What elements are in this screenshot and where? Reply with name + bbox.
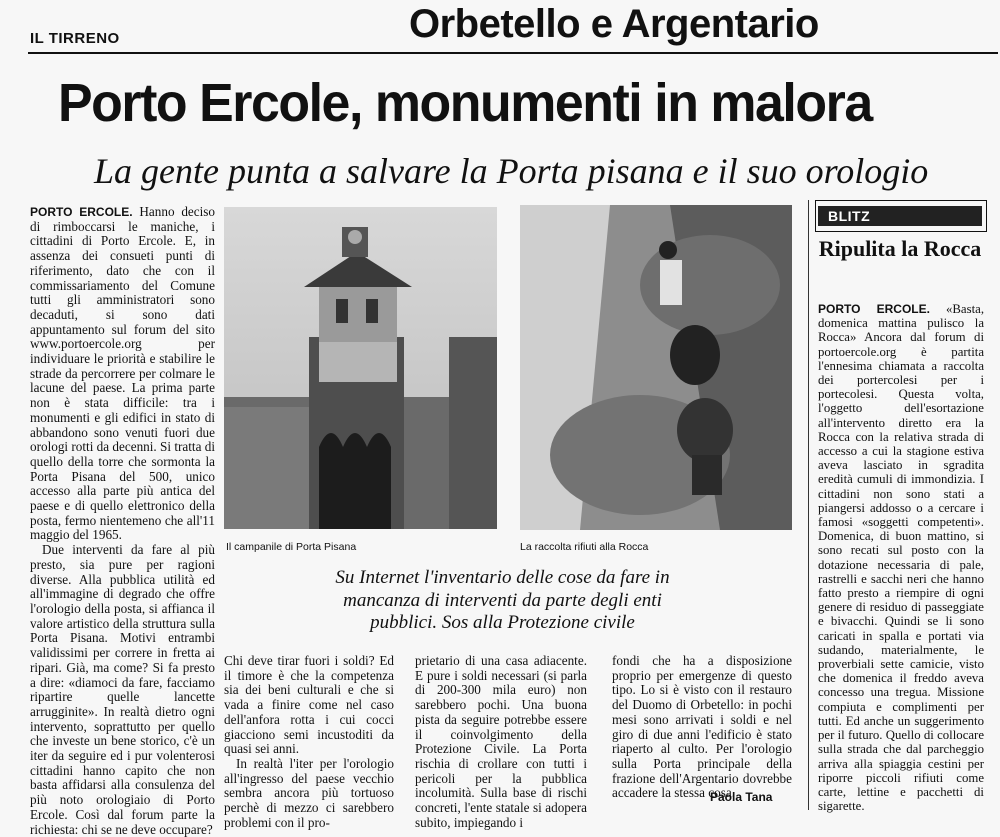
- article-paragraph: In realtà l'iter per l'orologio all'ingresso del paese vecchio sembra ancora più tortuoso perchè di mezzo ci sarebbero problemi con il pro-: [224, 755, 394, 830]
- sidebar-paragraph: PORTO ERCOLE. «Basta, domenica mattina pulisco la Rocca» Ancora dal forum di portoercole.org è partita l'ennesima chiamata a raccolta dei portercolesi per i portecolesi. Questa volta, l'oggetto dell'esortazione all'intervento diretto era la Rocca con la relativa strada di accesso a cui la stagione estiva aveva lasciato in sgradita eredità cumuli di immondizia. I cittadini non sono stati a piangersi addosso o a cercare i famosi «soggetti competenti». Domenica, di buon mattino, si sono recati sul posto con la dotazione necessaria di pale, rastrelli e sacchi neri che hanno fatto presto a riempire di ogni genere di residuo di passeggiate e bivacchi. Quindi se li sono caricati in spalla e portati via sudando, materialmente, le proverbiali sette camicie, visto che domenica il freddo aveva concesso una tregua. Missione compiuta e complimenti per tutti. Ed anche un suggerimento per il futuro. Quello di collocare sulla strada che dal parcheggio arriva alla spiaggia cestini per riporre piccoli rifiuti come carte, lettine e pacchetti di sigarette.: [818, 302, 985, 814]
- pull-quote: Su Internet l'inventario delle cose da fare in mancanza di interventi da parte degli enti pubblici. Sos alla Protezione civile: [335, 567, 670, 633]
- campanile-illustration: [224, 207, 497, 529]
- article-paragraph: Due interventi da fare al più presto, sia pure per ragioni diverse. Alla pubblica utilità ed all'immagine di degrado che offre l'orologio della posta, si affianca il valore artistico della struttura sulla Porta Pisana. Motivi entrambi validissimi per correre in fretta ai ripari. Già, ma come? Si fa presto a dire: «diamoci da fare, facciamo ripartire quelle lancette arrugginite». In realtà dietro ogni intervento, soprattutto per quello che investe un bene storico, c'è un iter da seguire ed i pur volenterosi cittadini hanno capito che non basta affidarsi alla consulenza del più noto orologiaio di Porto Ercole. Così dal forum parte la richiesta: chi se ne deve occupare?: [30, 542, 215, 837]
- sidebar-divider: [808, 200, 809, 810]
- sidebar-dateline: PORTO ERCOLE.: [818, 302, 930, 316]
- article-paragraph: PORTO ERCOLE. Hanno deciso di rimboccarsi le maniche, i cittadini di Porto Ercole. E, in assenza dei consueti punti di riferimento, dato che con il commissariamento del Comune tutti gli amministratori sono decaduti, si sono dati appuntamento sul forum del sito www.portoercole.org per individuare le priorità e stabilire le strade da percorrere per colmare le lacune del paese. La prima parte non è stata difficile: tra i monumenti e gli edifici in stato di abbandono sono venuti fuori due orologi rotti da decenni. Si tratta di quello della torre che sormonta la Porta Pisana del 500, unico accesso alla parte più antica del paese e di quello elettronico della posta, fermo nientemeno che all'11 maggio del 1965.: [30, 204, 216, 543]
- rocca-illustration: [520, 205, 792, 530]
- masthead: IL TIRRENO: [30, 30, 120, 47]
- dateline: PORTO ERCOLE.: [30, 205, 133, 219]
- article-column-3: [415, 654, 587, 830]
- subheadline: La gente punta a salvare la Porta pisana e il suo orologio: [94, 151, 929, 191]
- article-column-1: [30, 205, 215, 837]
- sidebar-text: [818, 302, 984, 813]
- photo-rocca: [520, 205, 792, 530]
- article-paragraph: Chi deve tirar fuori i soldi? Ed il timore è che la competenza sia dei beni culturali e che si vada a finire come nel caso dell'anfora rotta i cui cocci giacciono semi incustoditi da quasi sei anni.: [224, 653, 394, 757]
- photo-caption-1: Il campanile di Porta Pisana: [226, 541, 357, 553]
- section-title: Orbetello e Argentario: [409, 2, 819, 46]
- photo-campanile: [224, 207, 497, 529]
- photo-caption-2: La raccolta rifiuti alla Rocca: [520, 541, 649, 553]
- article-column-4: [612, 654, 792, 801]
- article-paragraph: prietario di una casa adiacente. E pure i soldi necessari (si parla di 200-300 mila euro) non sarebbero pochi. Una buona pista da seguire potrebbe essere il coinvolgimento della Protezione Civile. La Porta rischia di crollare con tutti i pericoli per la pubblica incolumità. Sulla base di rischi concreti, l'ente statale si adopera subito, impiegando i: [415, 653, 587, 830]
- sidebar-title: Ripulita la Rocca: [818, 236, 982, 261]
- article-paragraph: fondi che ha a disposizione proprio per emergenze di questo tipo. Lo si è visto con il restauro del Duomo di Orbetello: in pochi mesi sono arrivati i soldi e nel giro di due anni l'edificio è stato riaperto al culto. Per l'orologio sulla Porta principale della frazione dell'Argentario dovrebbe accadere la stessa cosa.: [612, 653, 792, 801]
- sidebar-label: BLITZ: [828, 208, 871, 224]
- header-rule: [28, 52, 998, 54]
- headline: Porto Ercole, monumenti in malora: [58, 73, 872, 133]
- byline: Paola Tana: [710, 790, 773, 804]
- article-column-2: [224, 654, 394, 830]
